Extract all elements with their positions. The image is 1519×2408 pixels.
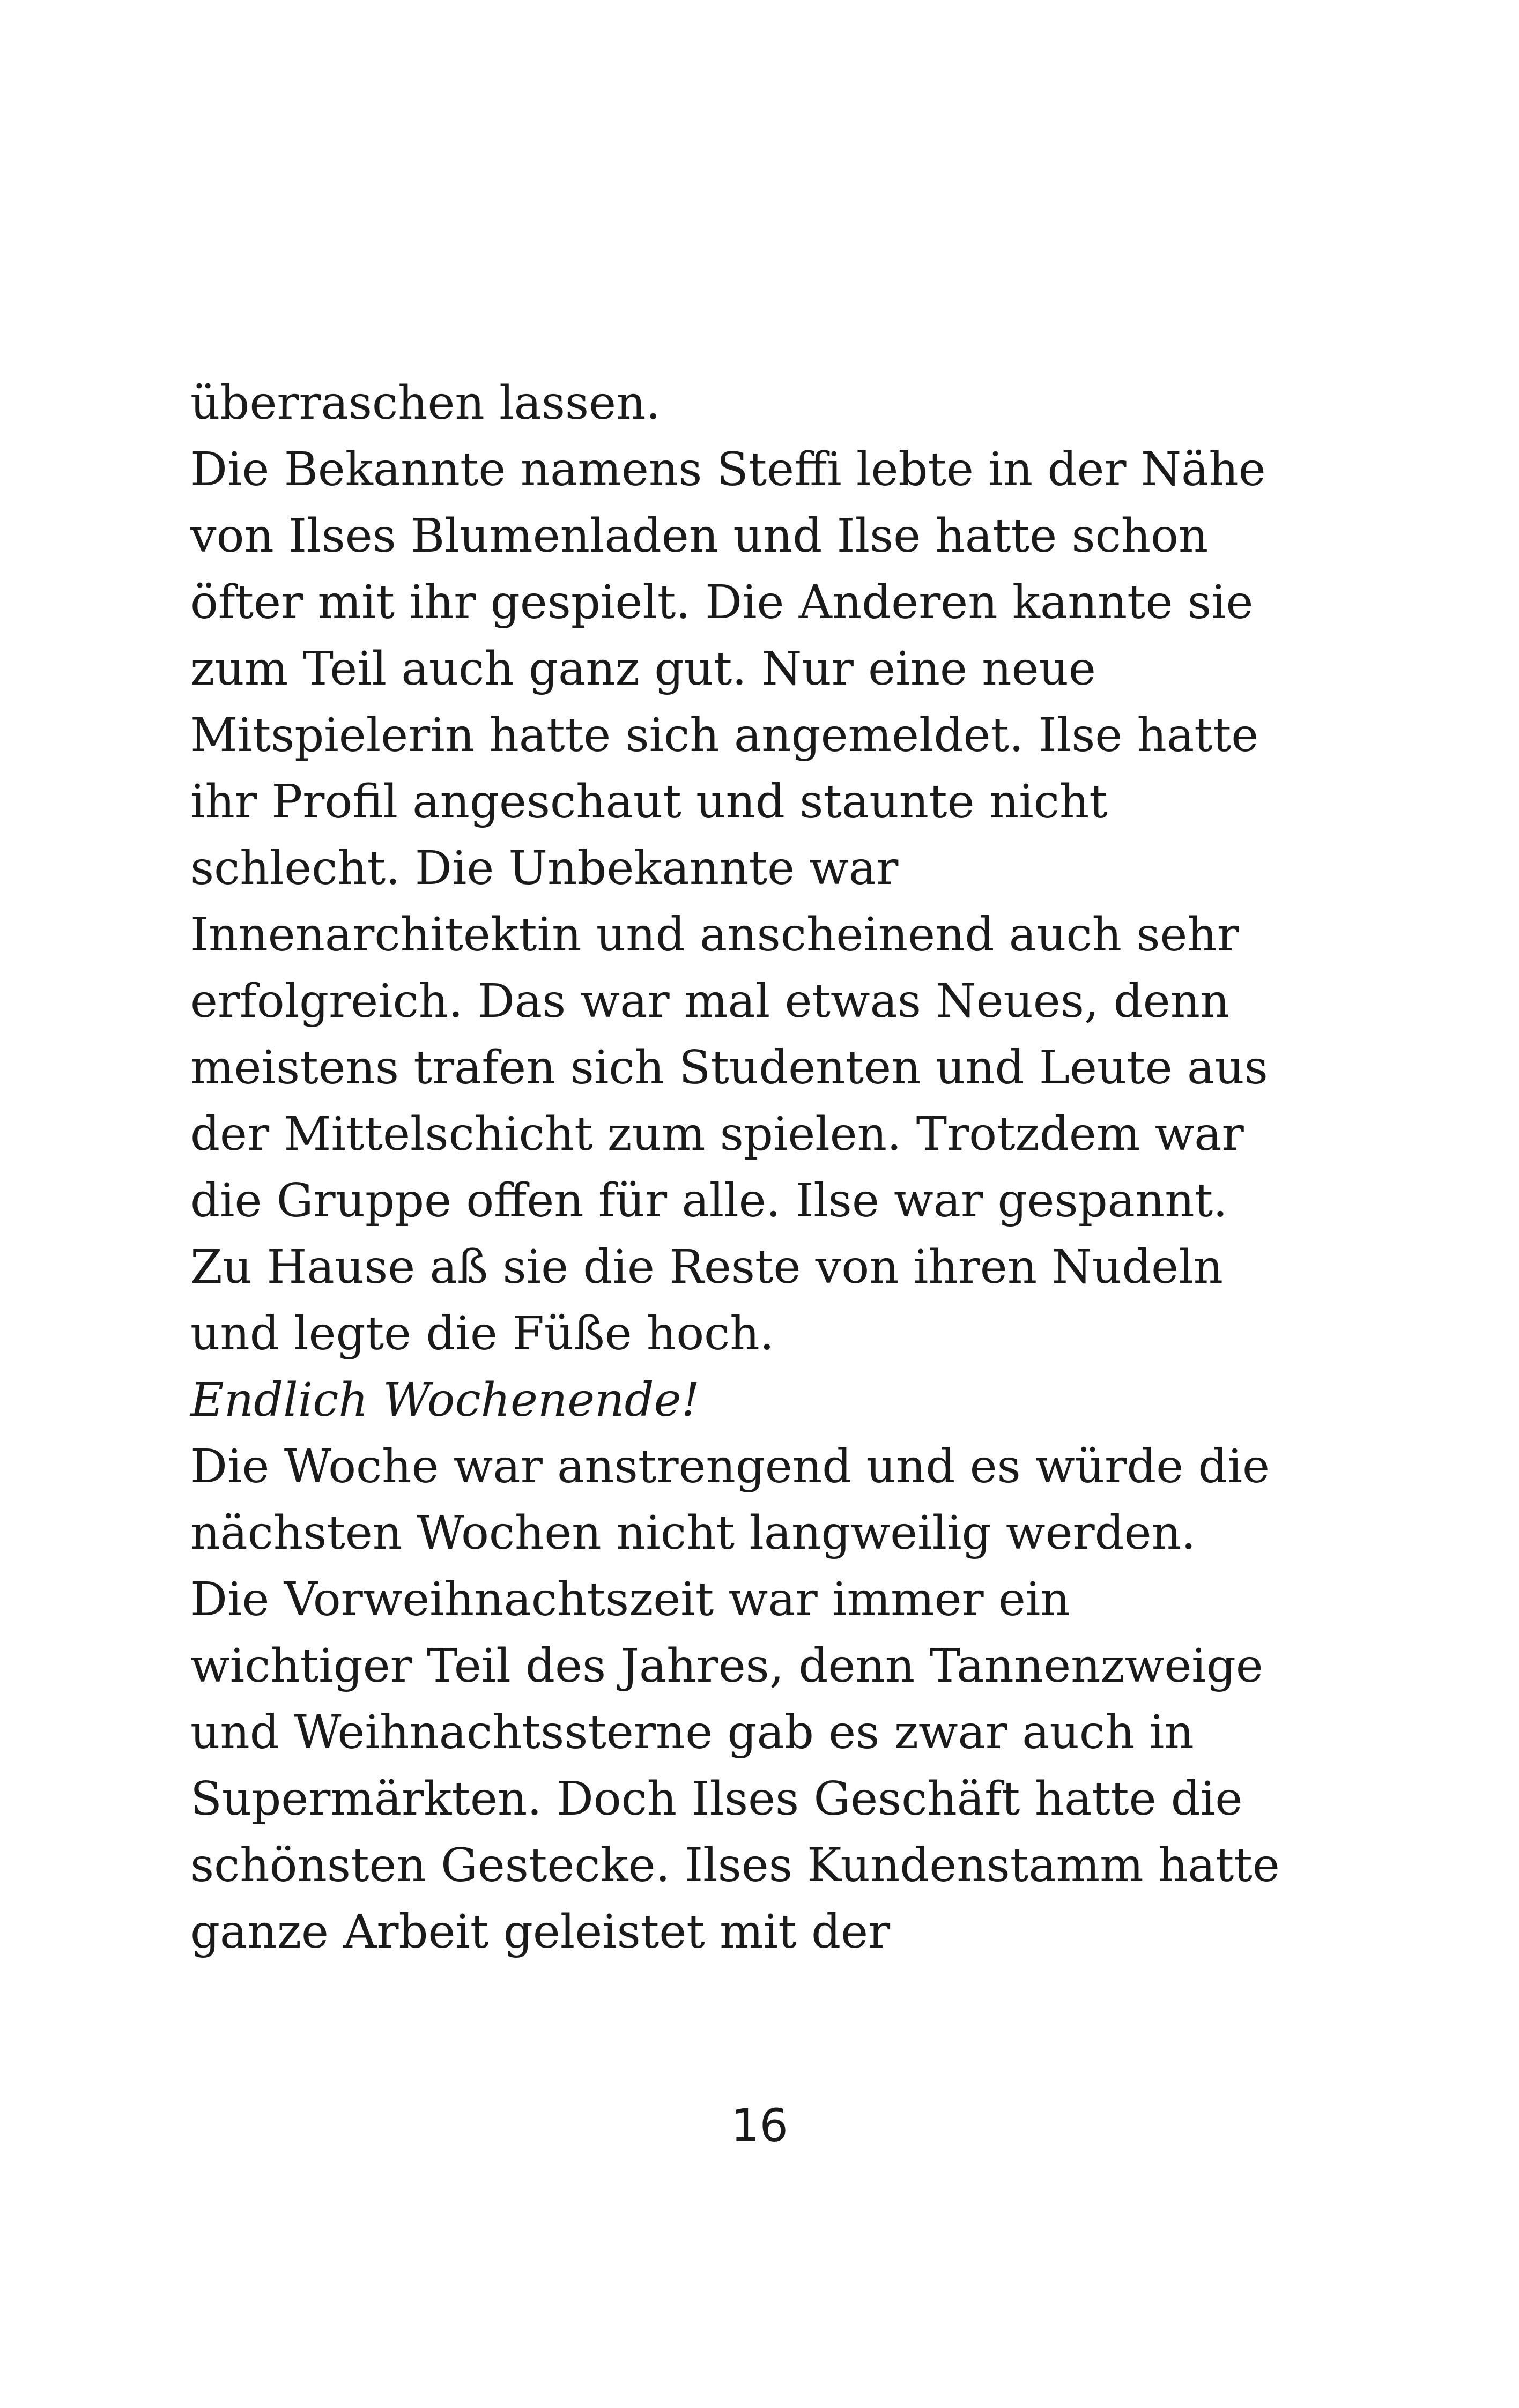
text-line: Supermärkten. Doch Ilses Geschäft hatte die <box>190 1772 1243 1826</box>
text-line: wichtiger Teil des Jahres, denn Tannenzweige <box>190 1639 1263 1693</box>
text-line: Innenarchitektin und anscheinend auch sehr <box>190 908 1239 962</box>
text-line: die Gruppe offen für alle. Ilse war gespannt. <box>190 1174 1228 1228</box>
text-line: Mitspielerin hatte sich angemeldet. Ilse hatte <box>190 709 1259 762</box>
text-line: Zu Hause aß sie die Reste von ihren Nudeln <box>190 1240 1223 1294</box>
text-line: ganze Arbeit geleistet mit der <box>190 1905 891 1959</box>
text-line: zum Teil auch ganz gut. Nur eine neue <box>190 642 1096 696</box>
text-line: erfolgreich. Das war mal etwas Neues, denn <box>190 975 1230 1028</box>
italic-interjection: Endlich Wochenende! <box>190 1373 700 1427</box>
text-line: nächsten Wochen nicht langweilig werden. <box>190 1506 1196 1560</box>
text-line: und legte die Füße hoch. <box>190 1307 774 1361</box>
text-line: von Ilses Blumenladen und Ilse hatte schon <box>190 509 1209 563</box>
text-line: meistens trafen sich Studenten und Leute aus <box>190 1041 1268 1095</box>
text-line: schönsten Gestecke. Ilses Kundenstamm hatte <box>190 1839 1280 1892</box>
text-line: ihr Profil angeschaut und staunte nicht <box>190 775 1108 829</box>
text-line: überraschen lassen. <box>190 376 661 430</box>
text-line: der Mittelschicht zum spielen. Trotzdem war <box>190 1108 1244 1161</box>
text-line: und Weihnachtssterne gab es zwar auch in <box>190 1706 1194 1759</box>
text-line: öfter mit ihr gespielt. Die Anderen kannte sie <box>190 576 1254 629</box>
text-line: Die Woche war anstrengend und es würde die <box>190 1440 1270 1493</box>
text-line: Die Vorweihnachtszeit war immer ein <box>190 1573 1070 1626</box>
page-number: 16 <box>731 2099 788 2152</box>
text-line: Die Bekannte namens Steffi lebte in der Nähe <box>190 443 1266 496</box>
body-text <box>190 370 1424 1965</box>
text-line: schlecht. Die Unbekannte war <box>190 842 899 895</box>
